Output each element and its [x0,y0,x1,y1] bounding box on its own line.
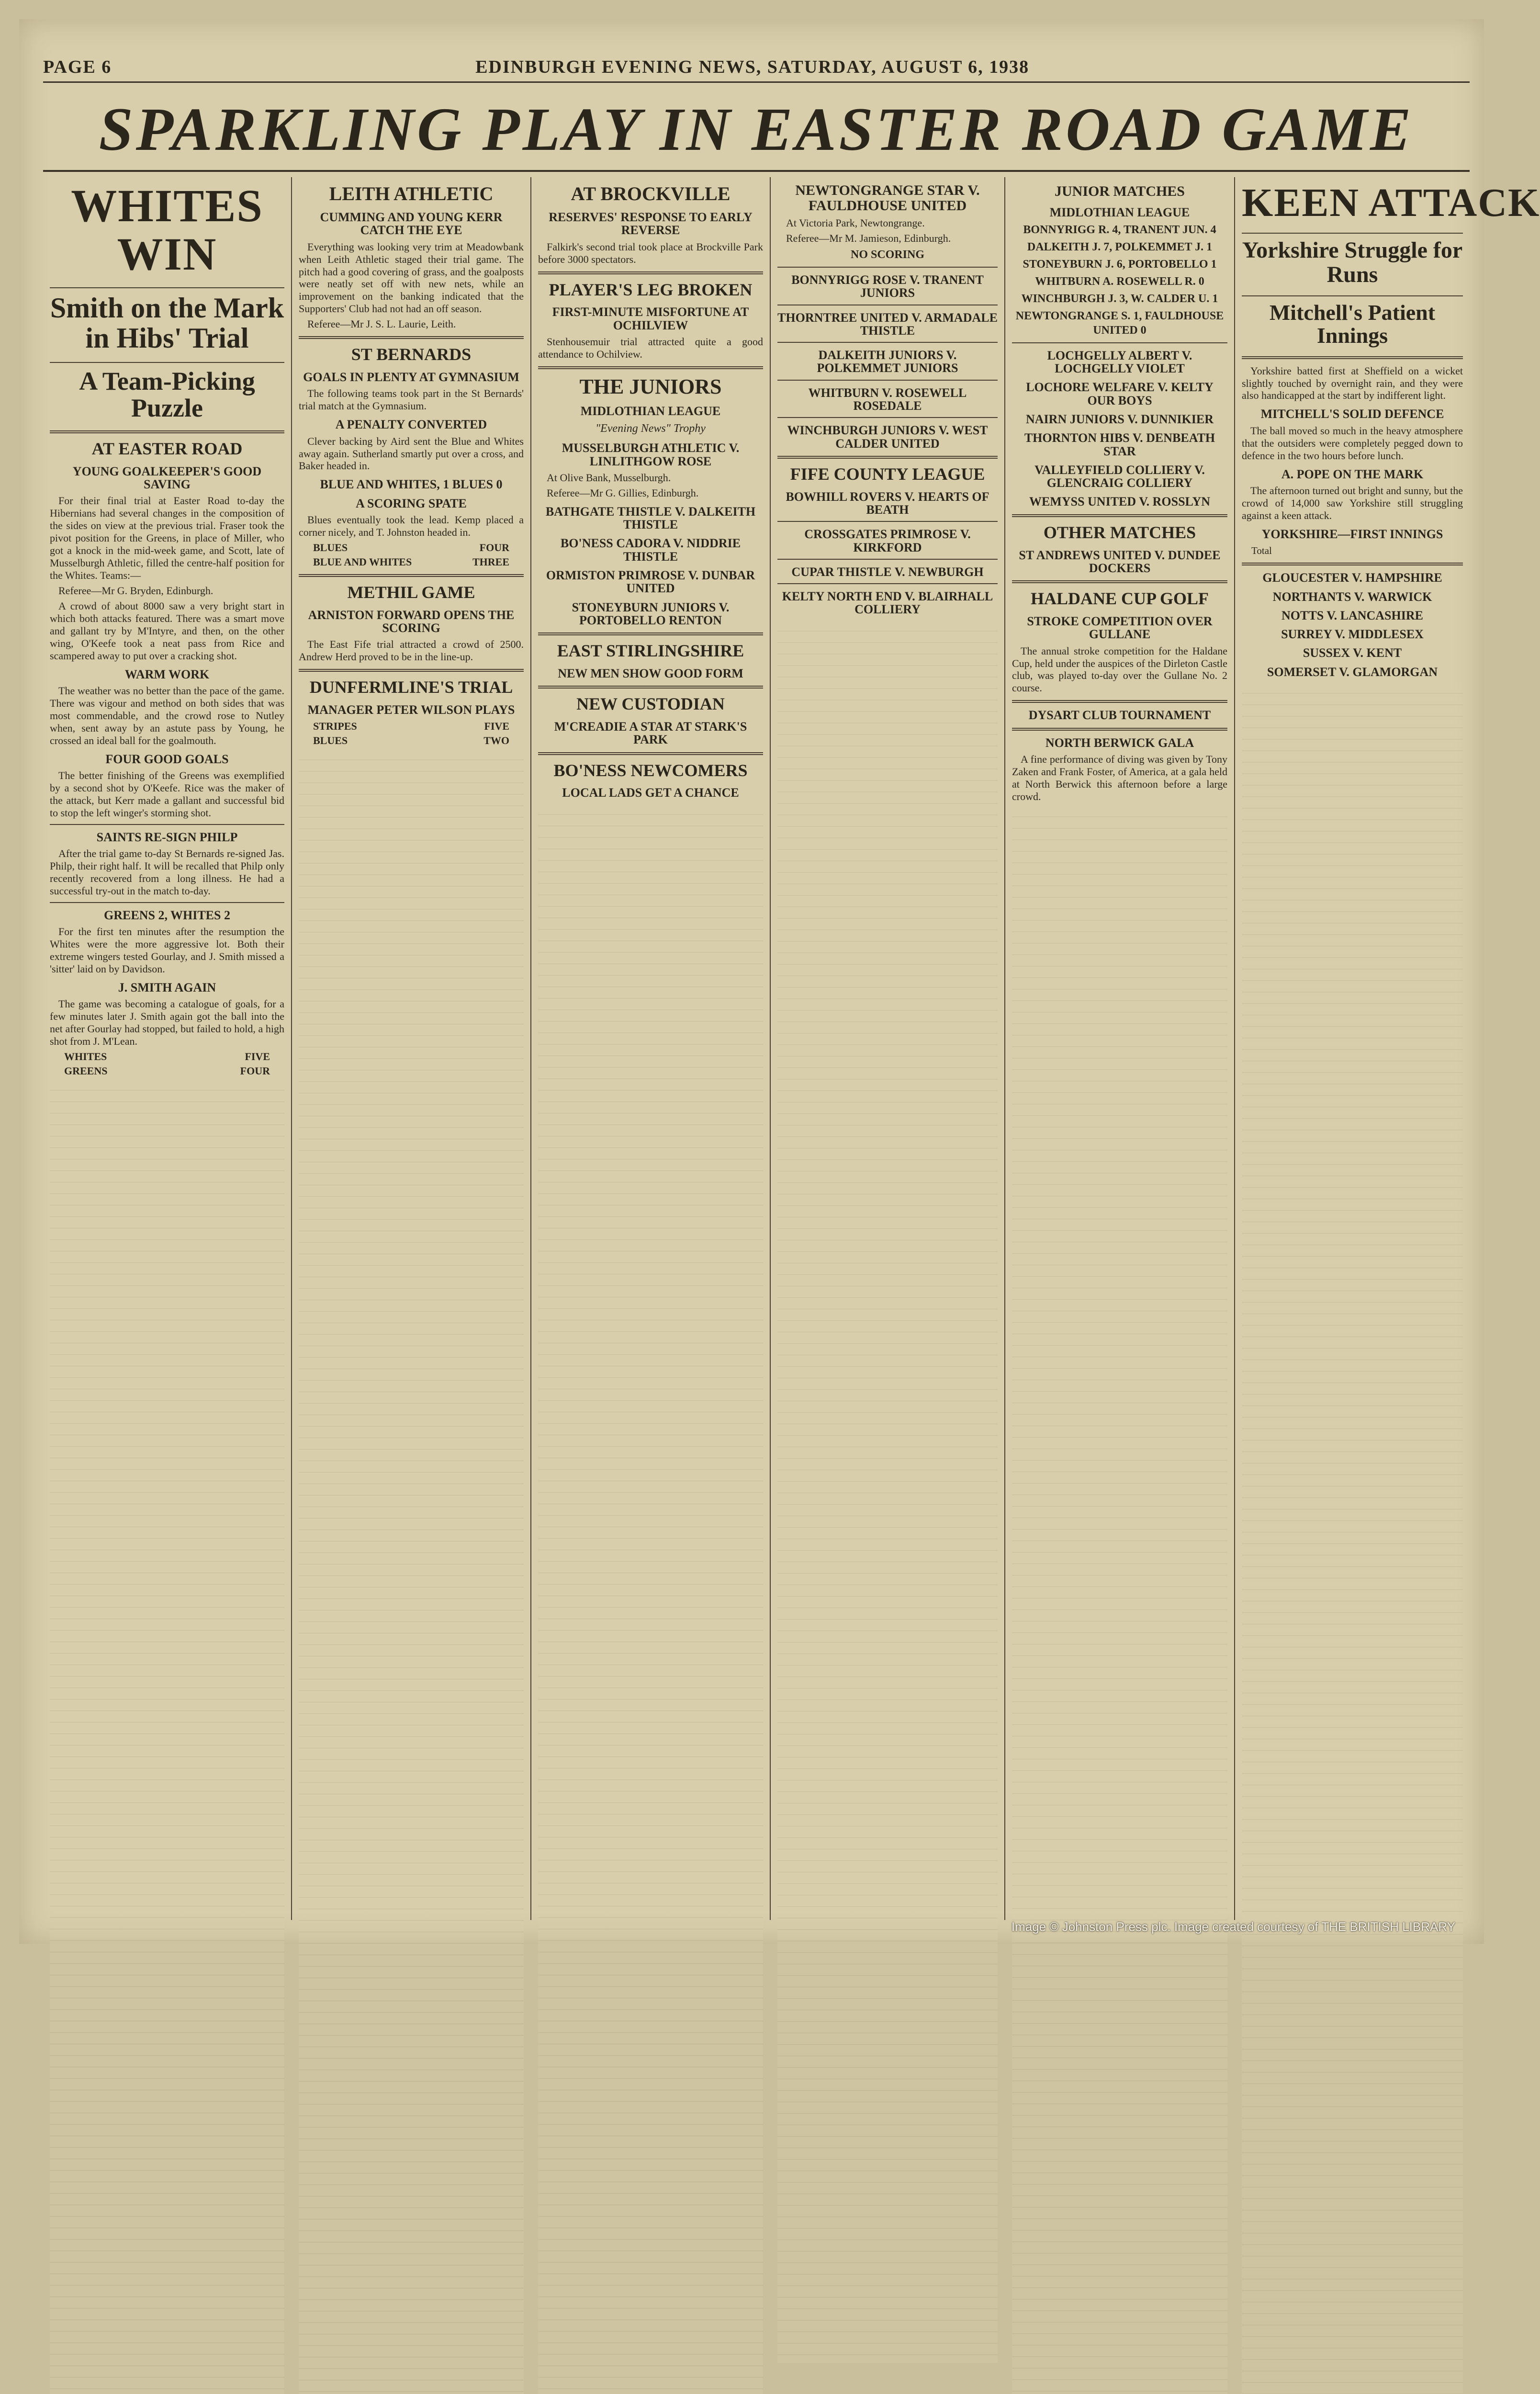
result-line: WHITES FIVE [64,1050,270,1063]
paragraph: For the first ten minutes after the resumption the Whites were the more aggressive lot. Both their extreme wingers tested Gourlay, and J. Smith missed a 'sitter' laid on by Davidson. [50,926,284,975]
paragraph: Referee—Mr M. Jamieson, Edinburgh. [786,232,951,244]
sub-heading: M'CREADIE A STAR AT STARK'S PARK [554,720,747,747]
column-newtongrange [771,177,1005,1920]
match-heading: VALLEYFIELD COLLIERY V. GLENCRAIG COLLIERY [1034,463,1205,490]
section-heading: AT EASTER ROAD [91,439,243,458]
league-heading: MIDLOTHIAN LEAGUE [580,404,721,418]
match-heading: CROSSGATES PRIMROSE V. KIRKFORD [804,527,971,554]
paragraph: The game was becoming a catalogue of goals, for a few minutes later J. Smith again got the ball into the net after Gourlay had stopped, but failed to hold, a high shot from J. M'Lean. [50,998,284,1048]
sub-heading: A SCORING SPATE [356,496,467,510]
paragraph: Blues eventually took the lead. Kemp placed a corner nicely, and T. Johnston headed in. [299,514,524,538]
paragraph: Clever backing by Aird sent the Blue and Whites away again. Sutherland smartly put over a cross, and Baker headed in. [299,435,524,472]
column-brockville [531,177,771,1920]
match-heading: THORNTON HIBS V. DENBEATH STAR [1024,431,1215,458]
paragraph: At Victoria Park, Newtongrange. [786,217,925,229]
sub-heading: RESERVES' RESPONSE TO EARLY REVERSE [549,210,753,237]
result-line: BLUE AND WHITES THREE [313,555,509,568]
section-heading: PLAYER'S LEG BROKEN [549,280,753,299]
match-heading: GLOUCESTER V. HAMPSHIRE [1262,571,1442,585]
section-heading: DUNFERMLINE'S TRIAL [309,678,513,697]
match-heading: WHITBURN V. ROSEWELL ROSEDALE [808,385,967,413]
paragraph: The East Fife trial attracted a crowd of 2500. Andrew Herd proved to be in the line-up. [299,638,524,663]
paragraph: A crowd of about 8000 saw a very bright start in which both attacks featured. There was a smart move and gallant try by M'Intyre, and then, on the other wing, O'Keefe took a neat pass from Rice and scampered away to put over a cracking shot. [50,599,284,662]
match-heading: MUSSELBURGH ATHLETIC V. LINLITHGOW ROSE [562,441,740,468]
section-heading: METHIL GAME [347,582,475,602]
article-title: KEEN ATTACK [1242,181,1540,225]
sub-heading: WARM WORK [124,667,210,681]
page-number: PAGE 6 [43,57,112,77]
section-heading: DYSART CLUB TOURNAMENT [1028,708,1211,723]
article-deck-2: Mitchell's Patient Innings [1269,300,1436,348]
sub-heading: GREENS 2, WHITES 2 [104,908,230,923]
article-title: NEWTONGRANGE STAR V. FAULDHOUSE UNITED [795,182,980,214]
section-heading: THE JUNIORS [579,374,722,398]
result-line: GREENS FOUR [64,1065,270,1077]
paragraph: Yorkshire batted first at Sheffield on a wicket slightly touched by overnight rain, and they were also handicapped at the start by indifferent light. [1242,364,1463,402]
match-heading: NOTTS V. LANCASHIRE [1281,608,1423,622]
paragraph: The ball moved so much in the heavy atmosphere that the outsiders were completely pegged down to defence in the two hours before lunch. [1242,424,1463,462]
paragraph: Referee—Mr J. S. L. Laurie, Leith. [307,318,456,330]
sub-heading: J. SMITH AGAIN [118,981,216,995]
image-credit: Image © Johnston Press plc. Image created courtesy of THE BRITISH LIBRARY [1011,1920,1455,1934]
result-line: STRIPES FIVE [313,720,509,733]
result-line: BLUES TWO [313,734,509,747]
article-title: LEITH ATHLETIC [329,183,494,204]
paragraph: Referee—Mr G. Gillies, Edinburgh. [547,486,699,499]
match-heading: SUSSEX V. KENT [1303,646,1402,660]
match-heading: NORTHANTS V. WARWICK [1272,589,1432,604]
result-row: STONEYBURN J. 6, PORTOBELLO 1 [1023,258,1217,271]
paper-dateline: EDINBURGH EVENING NEWS, SATURDAY, AUGUST 6, 1938 [475,57,1030,77]
match-heading: THORNTREE UNITED V. ARMADALE THISTLE [777,310,998,338]
section-heading: ST BERNARDS [351,345,472,364]
section-heading: HALDANE CUP GOLF [1030,589,1209,609]
sub-heading: YOUNG GOALKEEPER'S GOOD SAVING [72,464,262,492]
article-deck-2: A Team-Picking Puzzle [79,366,255,423]
column-whites-win [43,177,292,1920]
page-headline: SPARKLING PLAY IN EASTER ROAD GAME [43,89,1470,172]
article-deck: Yorkshire Struggle for Runs [1242,237,1463,287]
section-heading: NEW CUSTODIAN [576,694,725,714]
result-row: DALKEITH J. 7, POLKEMMET J. 1 [1027,240,1213,253]
match-heading: DALKEITH JUNIORS V. POLKEMMET JUNIORS [817,348,958,375]
article-title: JUNIOR MATCHES [1055,183,1185,199]
match-heading: WEMYSS UNITED V. ROSSLYN [1029,495,1211,509]
match-heading: NAIRN JUNIORS V. DUNNIKIER [1026,412,1214,426]
paragraph: Falkirk's second trial took place at Brockville Park before 3000 spectators. [538,240,763,265]
newspaper-page [19,19,1540,1944]
match-heading: STONEYBURN JUNIORS V. PORTOBELLO RENTON [572,600,730,627]
sub-heading: CUMMING AND YOUNG KERR CATCH THE EYE [320,210,503,237]
article-deck: Smith on the Mark in Hibs' Trial [50,292,284,354]
section-heading: BO'NESS NEWCOMERS [553,760,748,780]
match-heading: KELTY NORTH END V. BLAIRHALL COLLIERY [782,589,993,617]
match-heading: LOCHORE WELFARE V. KELTY OUR BOYS [1026,380,1214,407]
column-junior-matches [1005,177,1235,1920]
paragraph: Stenhousemuir trial attracted quite a good attendance to Ochilview. [538,335,763,360]
paragraph: For their final trial at Easter Road to-day the Hibernians had several changes in the composition of the sides on view at the previous trial. Fraser took the pivot position for the Greens, in place of Miller, who got a knock in the mid-week game, and Scott, late of Musselburgh Athletic, filled the centre-half position for the Whites. Teams:— [50,495,284,582]
sub-heading: NEW MEN SHOW GOOD FORM [558,666,743,680]
sub-heading: FOUR GOOD GOALS [105,752,229,766]
result-line: BLUES FOUR [313,541,509,553]
match-heading: CUPAR THISTLE V. NEWBURGH [791,565,984,579]
result-row: WINCHBURGH J. 3, W. CALDER U. 1 [1021,292,1218,305]
section-heading: EAST STIRLINGSHIRE [557,641,744,661]
paragraph: The better finishing of the Greens was exemplified by a second shot by O'Keefe. Rice was the maker of the attack, but Kerr made a gallant and successful bid to stop the left winger's storming shot. [50,769,284,819]
match-heading: ST ANDREWS UNITED V. DUNDEE DOCKERS [1019,548,1221,575]
paragraph: Referee—Mr G. Bryden, Edinburgh. [58,585,214,597]
result-row: NEWTONGRANGE S. 1, FAULDHOUSE UNITED 0 [1015,309,1224,337]
section-heading: FIFE COUNTY LEAGUE [790,464,985,484]
section-heading: NORTH BERWICK GALA [1045,735,1194,750]
masthead [43,53,1470,83]
column-keen-attack [1235,177,1540,1920]
section-heading: OTHER MATCHES [1043,522,1196,542]
total-row: Total [1251,545,1272,557]
paragraph: The afternoon turned out bright and sunny, but the crowd of 14,000 saw Yorkshire still struggling against a keen attack. [1242,484,1463,521]
innings-heading: YORKSHIRE—FIRST INNINGS [1261,527,1443,541]
match-heading: BATHGATE THISTLE V. DALKEITH THISTLE [545,504,756,532]
sub-heading: A. POPE ON THE MARK [1281,467,1424,481]
article-title: WHITES WIN [71,180,263,280]
result-row: BONNYRIGG R. 4, TRANENT JUN. 4 [1023,223,1216,236]
result-note: NO SCORING [850,248,925,261]
sub-heading: ARNISTON FORWARD OPENS THE SCORING [308,608,515,635]
paragraph: After the trial game to-day St Bernards re-signed Jas. Philp, their right half. It will be recalled that Philp only recently recovered from a long illness. He had a successful try-out in the match to-day. [50,847,284,897]
sub-heading: LOCAL LADS GET A CHANCE [562,786,739,800]
paragraph: Everything was looking very trim at Meadowbank when Leith Athletic staged their trial game. The pitch had a good covering of grass, and the goalposts were neatly set off with new nets, while an improvement on the banking indicated that the Supporters' Club had not had an off season. [299,240,524,315]
match-heading: ORMISTON PRIMROSE V. DUNBAR UNITED [546,568,755,596]
sub-heading: STROKE COMPETITION OVER GULLANE [1027,614,1213,642]
match-heading: BO'NESS CADORA V. NIDDRIE THISTLE [560,536,741,564]
match-heading: BOWHILL ROVERS V. HEARTS OF BEATH [786,489,989,517]
sub-heading: SAINTS RE-SIGN PHILP [96,830,238,844]
match-heading: LOCHGELLY ALBERT V. LOCHGELLY VIOLET [1047,348,1192,376]
match-heading: SURREY V. MIDDLESEX [1281,627,1424,642]
match-heading: WINCHBURGH JUNIORS V. WEST CALDER UNITED [787,423,988,451]
sub-heading: GOALS IN PLENTY AT GYMNASIUM [303,370,519,384]
sub-heading: MITCHELL'S SOLID DEFENCE [1260,407,1444,421]
paragraph: A fine performance of diving was given by Tony Zaken and Frank Foster, of America, at a gala held at North Berwick this afternoon before a large crowd. [1012,753,1227,802]
sub-heading: FIRST-MINUTE MISFORTUNE AT OCHILVIEW [552,305,749,332]
match-heading: SOMERSET V. GLAMORGAN [1267,665,1438,679]
column-leith-athletic [292,177,531,1920]
sub-heading: A PENALTY CONVERTED [335,418,487,432]
paragraph: The weather was no better than the pace of the game. There was vigour and method on both sides that was most commendable, and the crowd rose to Nutley when, sent away by an astute pass by Young, he crossed an ideal ball for the goalmouth. [50,685,284,746]
sub-heading: BLUE AND WHITES, 1 BLUES 0 [320,477,503,492]
article-title: AT BROCKVILLE [571,183,731,204]
sub-heading: MANAGER PETER WILSON PLAYS [307,703,515,717]
league-heading: MIDLOTHIAN LEAGUE [1049,205,1190,219]
trophy-label: "Evening News" Trophy [596,422,706,435]
paragraph: At Olive Bank, Musselburgh. [547,471,671,484]
result-row: WHITBURN A. ROSEWELL R. 0 [1035,275,1204,288]
paragraph: The following teams took part in the St Bernards' trial match at the Gymnasium. [299,387,524,412]
columns [43,177,1540,1920]
paragraph: The annual stroke competition for the Haldane Cup, held under the auspices of the Dirleton Castle club, was played to-day over the Gullane No. 2 course. [1012,644,1227,694]
match-heading: BONNYRIGG ROSE V. TRANENT JUNIORS [791,272,984,300]
